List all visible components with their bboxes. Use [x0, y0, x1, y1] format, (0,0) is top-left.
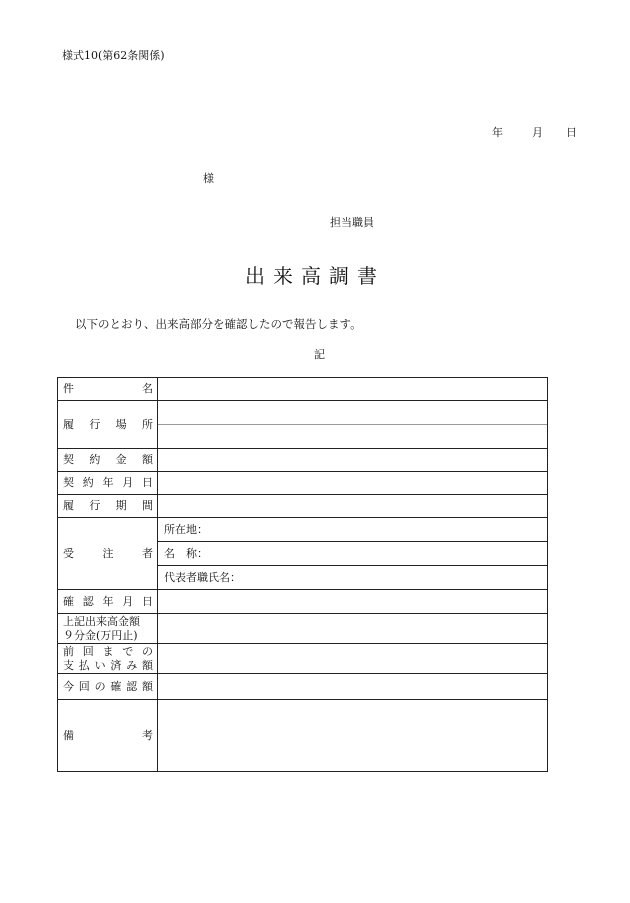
row-this-confirm	[58, 674, 548, 700]
field-output-amount[interactable]	[158, 614, 548, 644]
field-contract-date[interactable]	[158, 472, 548, 495]
field-period[interactable]	[158, 495, 548, 518]
field-this-confirm[interactable]	[158, 674, 548, 700]
label-period	[58, 495, 158, 518]
field-remarks[interactable]	[158, 700, 548, 772]
label-subject-text: 件 名	[63, 382, 153, 395]
label-contract-amount	[58, 449, 158, 472]
row-remarks	[58, 700, 548, 772]
contractor-rep-label: 代表者職氏名：	[164, 571, 241, 584]
date-year-label: 年	[492, 126, 503, 139]
date-month-label: 月	[532, 126, 543, 139]
label-contract-amount-text: 契 約 金 額	[63, 453, 153, 466]
label-confirm-date-text: 確 認 年 月 日	[63, 594, 153, 608]
contractor-name-field[interactable]	[158, 542, 547, 566]
field-contract-amount[interactable]	[158, 449, 548, 472]
row-location	[58, 401, 548, 449]
label-contractor	[58, 518, 158, 590]
form-number: 様式10(第62条関係)	[62, 49, 165, 62]
field-confirm-date[interactable]	[158, 590, 548, 614]
row-output-amount	[58, 614, 548, 644]
addressee-suffix: 様	[203, 172, 214, 185]
row-subject	[58, 378, 548, 401]
field-prev-paid[interactable]	[158, 644, 548, 674]
field-location-line-2[interactable]	[158, 425, 547, 448]
label-prev-paid	[58, 644, 158, 674]
intro-text: 以下のとおり、出来高部分を確認したので報告します。	[75, 317, 362, 331]
contractor-name-label: 名 称：	[164, 547, 208, 560]
label-remarks-text: 備 考	[63, 728, 153, 742]
contractor-address-field[interactable]	[158, 518, 547, 542]
label-output-amount-line-2: ９分金(万円止)	[63, 628, 138, 642]
label-contract-date-text: 契 約 年 月 日	[63, 476, 153, 489]
field-subject[interactable]	[158, 378, 548, 401]
label-contractor-text: 受 注 者	[63, 546, 153, 560]
label-this-confirm	[58, 674, 158, 700]
label-confirm-date	[58, 590, 158, 614]
label-period-text: 履 行 期 間	[63, 499, 153, 512]
row-contract-amount	[58, 449, 548, 472]
label-output-amount	[58, 614, 158, 644]
label-contract-date	[58, 472, 158, 495]
row-contractor	[58, 518, 548, 590]
document-title: 出来高調書	[245, 264, 385, 288]
label-prev-paid-line-1: 前 回 ま で の	[63, 644, 153, 658]
label-this-confirm-text: 今 回 の 確 認 額	[63, 679, 153, 693]
label-location	[58, 401, 158, 449]
row-contract-date	[58, 472, 548, 495]
staff-label: 担当職員	[330, 216, 374, 229]
field-contractor	[158, 518, 548, 590]
contractor-rep-field[interactable]	[158, 566, 547, 589]
label-subject	[58, 378, 158, 401]
row-confirm-date	[58, 590, 548, 614]
label-location-text: 履 行 場 所	[63, 417, 153, 431]
row-period	[58, 495, 548, 518]
label-remarks	[58, 700, 158, 772]
row-prev-paid	[58, 644, 548, 674]
output-report-table	[57, 377, 548, 772]
field-location-line-1[interactable]	[158, 401, 547, 425]
contractor-address-label: 所在地：	[164, 523, 208, 536]
date-day-label: 日	[566, 126, 577, 139]
label-prev-paid-line-2: 支 払 い 済 み 額	[63, 658, 153, 672]
field-location[interactable]	[158, 401, 548, 449]
ki-heading: 記	[314, 348, 325, 361]
label-output-amount-line-1: 上記出来高金額	[63, 614, 140, 628]
